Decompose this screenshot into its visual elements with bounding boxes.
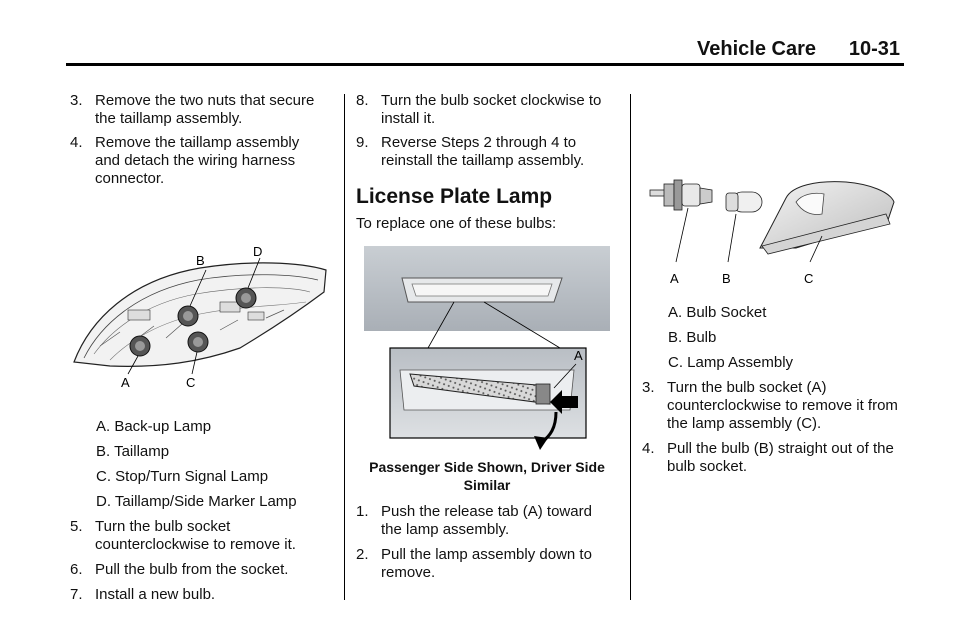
header-rule (66, 63, 904, 66)
step-text: Push the release tab (A) toward the lamp assembly. (381, 503, 592, 538)
column-divider (630, 94, 631, 600)
section-intro: To replace one of these bulbs: (356, 215, 557, 232)
socket-d (236, 288, 256, 308)
socket-b (178, 306, 198, 326)
legend-item: B. Bulb (668, 329, 717, 346)
step-number: 9. (356, 134, 369, 151)
figure-label-a: A (121, 375, 130, 390)
step-number: 6. (70, 561, 83, 578)
release-tab (536, 384, 550, 404)
page-header (66, 36, 904, 64)
step-number: 3. (70, 92, 83, 109)
step-number: 4. (642, 440, 655, 457)
figure-label-c: C (186, 375, 196, 390)
legend-item: A. Bulb Socket (668, 304, 767, 321)
step-text: Turn the bulb socket (A) counterclockwise to remove it from the lamp assembly (C). (667, 379, 898, 432)
column-divider (344, 94, 345, 600)
socket-c (188, 332, 208, 352)
bulb-socket (650, 180, 712, 210)
figure-label-b: B (722, 271, 731, 286)
step-number: 4. (70, 134, 83, 151)
step-text: Pull the lamp assembly down to remove. (381, 546, 592, 581)
legend-item: B. Taillamp (96, 443, 170, 460)
step-text: Reverse Steps 2 through 4 to reinstall the taillamp assembly. (381, 134, 585, 169)
step-number: 8. (356, 92, 369, 109)
step-text: Remove the taillamp assembly and detach the wiring harness connector. (95, 134, 300, 187)
figure-label-a: A (574, 348, 583, 363)
legend-item: C. Stop/Turn Signal Lamp (96, 468, 269, 485)
figure-label-d: D (253, 244, 263, 259)
socket-a (130, 336, 150, 356)
step-text: Turn the bulb socket counterclockwise to remove it. (95, 518, 296, 553)
step-number: 2. (356, 546, 369, 563)
header-title: Vehicle Care (697, 38, 816, 60)
step-text: Install a new bulb. (95, 586, 216, 603)
step-text: Pull the bulb (B) straight out of the bulb socket. (667, 440, 894, 475)
figure-label-a: A (670, 271, 679, 286)
step-number: 7. (70, 586, 83, 603)
bulb (726, 192, 762, 212)
step-number: 1. (356, 503, 369, 520)
figure-label-b: B (196, 253, 205, 268)
step-number: 3. (642, 379, 655, 396)
license-plate-lamp-illustration (364, 246, 610, 454)
figure-caption: Passenger Side Shown, Driver Side Similar (369, 459, 605, 493)
step-number: 5. (70, 518, 83, 535)
section-title: License Plate Lamp (356, 185, 553, 208)
page-number: 10-31 (848, 38, 900, 60)
lamp-assembly (760, 182, 894, 254)
step-text: Remove the two nuts that secure the taillamp assembly. (95, 92, 315, 127)
legend-item: A. Back-up Lamp (96, 418, 212, 435)
legend-item: C. Lamp Assembly (668, 354, 794, 371)
taillamp-illustration (70, 240, 332, 392)
step-text: Turn the bulb socket clockwise to install it. (381, 92, 602, 127)
legend-item: D. Taillamp/Side Marker Lamp (96, 493, 297, 510)
figure-label-c: C (804, 271, 814, 286)
step-text: Pull the bulb from the socket. (95, 561, 289, 578)
bulb-components-illustration (646, 176, 902, 286)
